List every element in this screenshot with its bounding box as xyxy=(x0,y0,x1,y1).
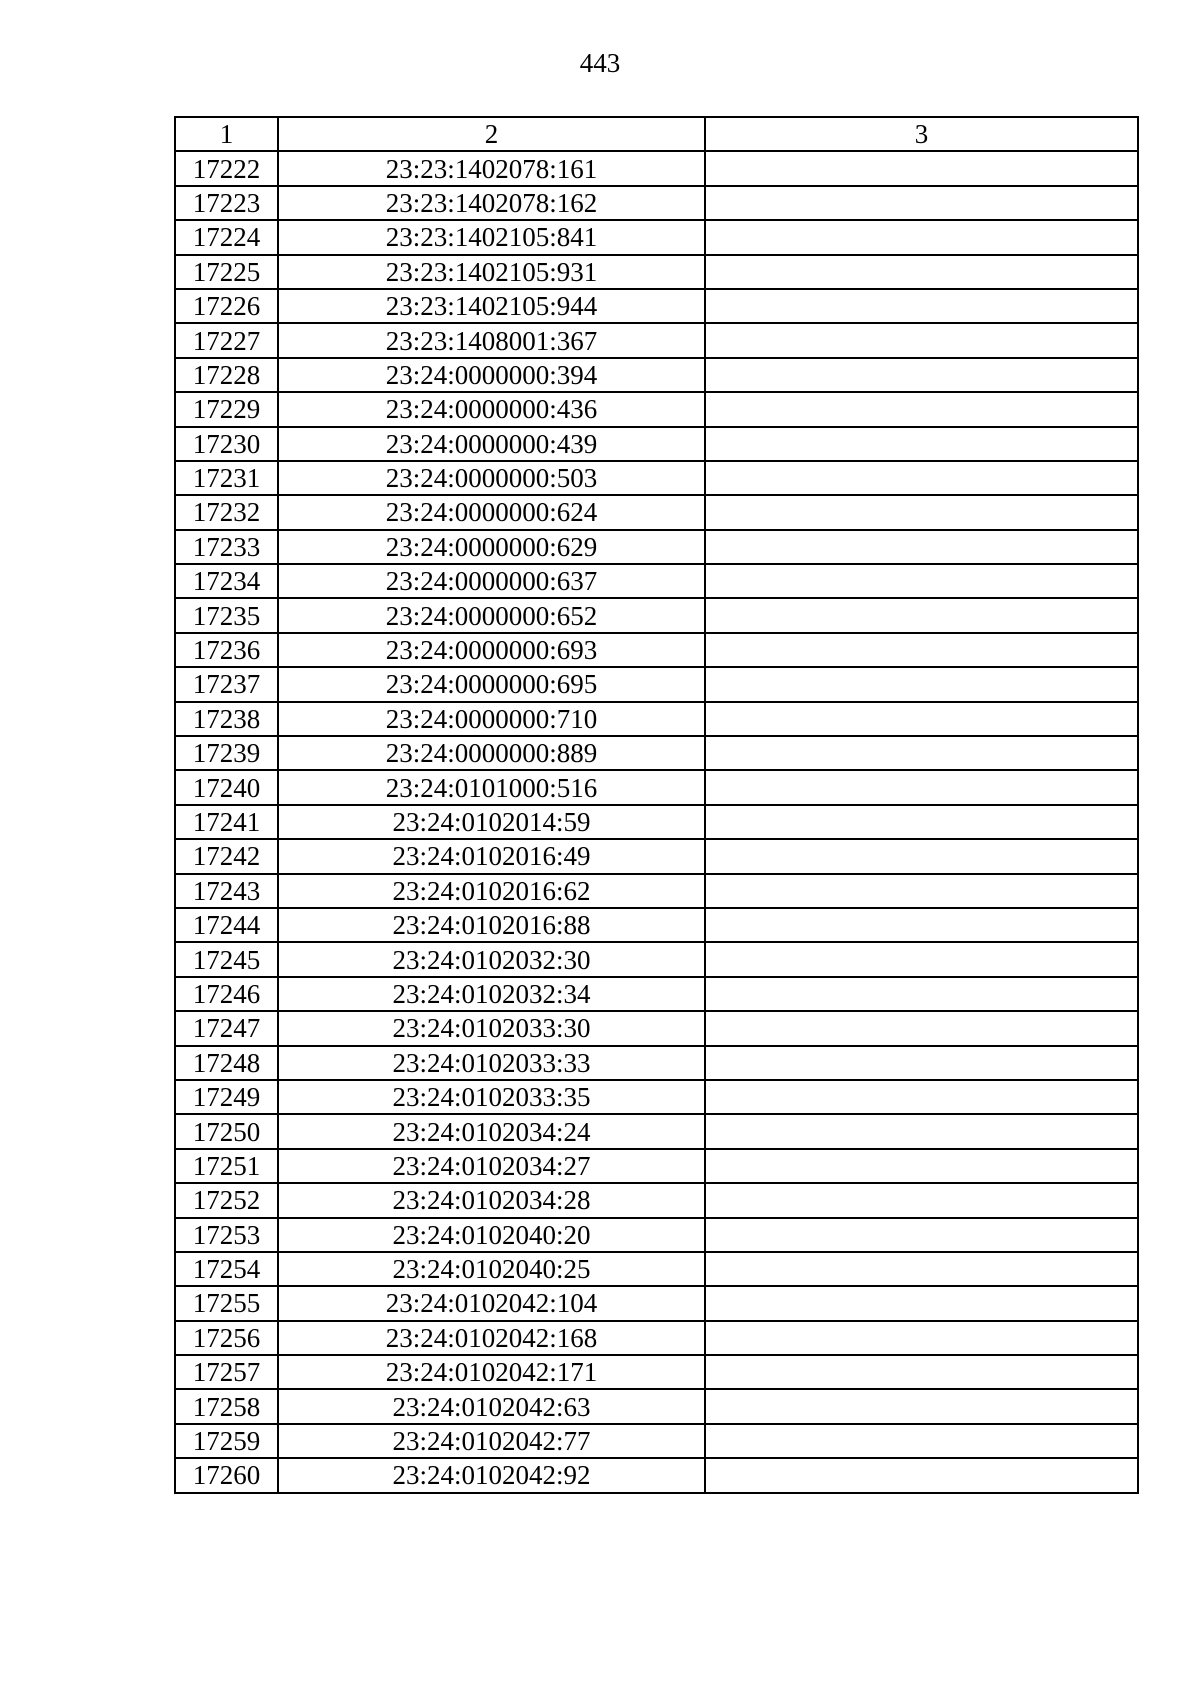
table-row xyxy=(175,255,1138,289)
table-row xyxy=(175,220,1138,254)
note-cell xyxy=(705,805,1138,839)
cadastral-number-cell: 23:24:0102042:77 xyxy=(278,1424,705,1458)
note-cell xyxy=(705,1011,1138,1045)
table-row xyxy=(175,358,1138,392)
cadastral-number-cell: 23:23:1402105:841 xyxy=(278,220,705,254)
note-cell xyxy=(705,1424,1138,1458)
table-row xyxy=(175,186,1138,220)
note-cell xyxy=(705,358,1138,392)
note-cell xyxy=(705,908,1138,942)
row-number-cell: 17245 xyxy=(175,942,278,976)
table-row xyxy=(175,1011,1138,1045)
page-number: 443 xyxy=(579,48,621,78)
note-cell xyxy=(705,1183,1138,1217)
table-row xyxy=(175,805,1138,839)
cadastral-number-cell: 23:24:0000000:436 xyxy=(278,392,705,426)
table-row xyxy=(175,598,1138,632)
table-row xyxy=(175,874,1138,908)
note-cell xyxy=(705,151,1138,185)
table-row xyxy=(175,1114,1138,1148)
cadastral-number-cell: 23:23:1408001:367 xyxy=(278,323,705,357)
row-number-cell: 17232 xyxy=(175,495,278,529)
row-number-cell: 17222 xyxy=(175,151,278,185)
cadastral-number-cell: 23:24:0102042:92 xyxy=(278,1458,705,1492)
row-number-cell: 17249 xyxy=(175,1080,278,1114)
row-number-cell: 17235 xyxy=(175,598,278,632)
note-cell xyxy=(705,461,1138,495)
row-number-cell: 17253 xyxy=(175,1218,278,1252)
table-row xyxy=(175,427,1138,461)
row-number-cell: 17242 xyxy=(175,839,278,873)
cadastral-number-cell: 23:24:0000000:394 xyxy=(278,358,705,392)
row-number-cell: 17257 xyxy=(175,1355,278,1389)
row-number-cell: 17254 xyxy=(175,1252,278,1286)
row-number-cell: 17229 xyxy=(175,392,278,426)
note-cell xyxy=(705,874,1138,908)
note-cell xyxy=(705,323,1138,357)
row-number-cell: 17244 xyxy=(175,908,278,942)
cadastral-number-cell: 23:24:0000000:637 xyxy=(278,564,705,598)
data-table xyxy=(174,116,1139,1494)
row-number-cell: 17243 xyxy=(175,874,278,908)
note-cell xyxy=(705,633,1138,667)
cadastral-number-cell: 23:24:0000000:503 xyxy=(278,461,705,495)
cadastral-number-cell: 23:24:0102034:27 xyxy=(278,1149,705,1183)
row-number-cell: 17258 xyxy=(175,1389,278,1423)
table-row xyxy=(175,151,1138,185)
cadastral-number-cell: 23:23:1402078:162 xyxy=(278,186,705,220)
note-cell xyxy=(705,1149,1138,1183)
table-row xyxy=(175,908,1138,942)
row-number-cell: 17224 xyxy=(175,220,278,254)
row-number-cell: 17246 xyxy=(175,977,278,1011)
table-row xyxy=(175,1252,1138,1286)
note-cell xyxy=(705,1252,1138,1286)
cadastral-number-cell: 23:24:0102042:104 xyxy=(278,1286,705,1320)
table-row xyxy=(175,977,1138,1011)
note-cell xyxy=(705,530,1138,564)
table-row xyxy=(175,1149,1138,1183)
table-row xyxy=(175,495,1138,529)
table-row xyxy=(175,736,1138,770)
table-row xyxy=(175,702,1138,736)
table-row xyxy=(175,770,1138,804)
note-cell xyxy=(705,392,1138,426)
row-number-cell: 17250 xyxy=(175,1114,278,1148)
column-header-1: 1 xyxy=(175,117,278,151)
cadastral-number-cell: 23:24:0102040:25 xyxy=(278,1252,705,1286)
cadastral-number-cell: 23:24:0000000:695 xyxy=(278,667,705,701)
row-number-cell: 17255 xyxy=(175,1286,278,1320)
table-row xyxy=(175,1046,1138,1080)
note-cell xyxy=(705,1389,1138,1423)
table-body xyxy=(175,151,1138,1492)
cadastral-number-cell: 23:24:0102042:168 xyxy=(278,1321,705,1355)
table-row xyxy=(175,564,1138,598)
row-number-cell: 17239 xyxy=(175,736,278,770)
cadastral-number-cell: 23:24:0101000:516 xyxy=(278,770,705,804)
row-number-cell: 17228 xyxy=(175,358,278,392)
note-cell xyxy=(705,1458,1138,1492)
note-cell xyxy=(705,1355,1138,1389)
cadastral-number-cell: 23:24:0000000:439 xyxy=(278,427,705,461)
cadastral-number-cell: 23:24:0000000:629 xyxy=(278,530,705,564)
note-cell xyxy=(705,1080,1138,1114)
note-cell xyxy=(705,186,1138,220)
column-header-3: 3 xyxy=(705,117,1138,151)
table-row xyxy=(175,1183,1138,1217)
table-row xyxy=(175,1458,1138,1492)
table-row xyxy=(175,667,1138,701)
note-cell xyxy=(705,667,1138,701)
cadastral-number-cell: 23:24:0000000:693 xyxy=(278,633,705,667)
table-row xyxy=(175,1355,1138,1389)
row-number-cell: 17237 xyxy=(175,667,278,701)
note-cell xyxy=(705,427,1138,461)
cadastral-number-cell: 23:24:0000000:624 xyxy=(278,495,705,529)
row-number-cell: 17226 xyxy=(175,289,278,323)
note-cell xyxy=(705,1114,1138,1148)
cadastral-number-cell: 23:24:0102016:49 xyxy=(278,839,705,873)
row-number-cell: 17227 xyxy=(175,323,278,357)
row-number-cell: 17223 xyxy=(175,186,278,220)
table-row xyxy=(175,392,1138,426)
table-row xyxy=(175,530,1138,564)
table-row xyxy=(175,633,1138,667)
row-number-cell: 17252 xyxy=(175,1183,278,1217)
note-cell xyxy=(705,220,1138,254)
table-row xyxy=(175,1389,1138,1423)
note-cell xyxy=(705,736,1138,770)
table-header-row xyxy=(175,117,1138,151)
cadastral-number-cell: 23:24:0102033:33 xyxy=(278,1046,705,1080)
note-cell xyxy=(705,598,1138,632)
cadastral-number-cell: 23:24:0102033:30 xyxy=(278,1011,705,1045)
row-number-cell: 17251 xyxy=(175,1149,278,1183)
note-cell xyxy=(705,977,1138,1011)
row-number-cell: 17234 xyxy=(175,564,278,598)
cadastral-number-cell: 23:23:1402105:944 xyxy=(278,289,705,323)
note-cell xyxy=(705,702,1138,736)
row-number-cell: 17259 xyxy=(175,1424,278,1458)
note-cell xyxy=(705,289,1138,323)
cadastral-number-cell: 23:24:0102040:20 xyxy=(278,1218,705,1252)
table-row xyxy=(175,1321,1138,1355)
note-cell xyxy=(705,1046,1138,1080)
note-cell xyxy=(705,1218,1138,1252)
column-header-2: 2 xyxy=(278,117,705,151)
table-row xyxy=(175,942,1138,976)
row-number-cell: 17231 xyxy=(175,461,278,495)
cadastral-number-cell: 23:24:0102014:59 xyxy=(278,805,705,839)
row-number-cell: 17256 xyxy=(175,1321,278,1355)
cadastral-number-cell: 23:24:0000000:652 xyxy=(278,598,705,632)
row-number-cell: 17238 xyxy=(175,702,278,736)
table-row xyxy=(175,839,1138,873)
row-number-cell: 17240 xyxy=(175,770,278,804)
table-row xyxy=(175,1218,1138,1252)
row-number-cell: 17248 xyxy=(175,1046,278,1080)
note-cell xyxy=(705,839,1138,873)
row-number-cell: 17247 xyxy=(175,1011,278,1045)
cadastral-number-cell: 23:24:0102034:24 xyxy=(278,1114,705,1148)
cadastral-number-cell: 23:24:0102032:30 xyxy=(278,942,705,976)
cadastral-number-cell: 23:24:0102042:171 xyxy=(278,1355,705,1389)
table-row xyxy=(175,289,1138,323)
cadastral-number-cell: 23:24:0102033:35 xyxy=(278,1080,705,1114)
cadastral-number-cell: 23:24:0102034:28 xyxy=(278,1183,705,1217)
row-number-cell: 17241 xyxy=(175,805,278,839)
note-cell xyxy=(705,1286,1138,1320)
table-row xyxy=(175,1286,1138,1320)
table-row xyxy=(175,1080,1138,1114)
table-row xyxy=(175,461,1138,495)
row-number-cell: 17260 xyxy=(175,1458,278,1492)
note-cell xyxy=(705,1321,1138,1355)
note-cell xyxy=(705,942,1138,976)
row-number-cell: 17236 xyxy=(175,633,278,667)
cadastral-number-cell: 23:24:0102016:88 xyxy=(278,908,705,942)
cadastral-number-cell: 23:23:1402078:161 xyxy=(278,151,705,185)
row-number-cell: 17230 xyxy=(175,427,278,461)
cadastral-number-cell: 23:24:0000000:710 xyxy=(278,702,705,736)
cadastral-number-cell: 23:24:0102042:63 xyxy=(278,1389,705,1423)
row-number-cell: 17233 xyxy=(175,530,278,564)
table-row xyxy=(175,323,1138,357)
note-cell xyxy=(705,564,1138,598)
note-cell xyxy=(705,255,1138,289)
cadastral-number-cell: 23:23:1402105:931 xyxy=(278,255,705,289)
row-number-cell: 17225 xyxy=(175,255,278,289)
cadastral-number-cell: 23:24:0102016:62 xyxy=(278,874,705,908)
table-row xyxy=(175,1424,1138,1458)
note-cell xyxy=(705,495,1138,529)
cadastral-number-cell: 23:24:0102032:34 xyxy=(278,977,705,1011)
cadastral-number-cell: 23:24:0000000:889 xyxy=(278,736,705,770)
note-cell xyxy=(705,770,1138,804)
